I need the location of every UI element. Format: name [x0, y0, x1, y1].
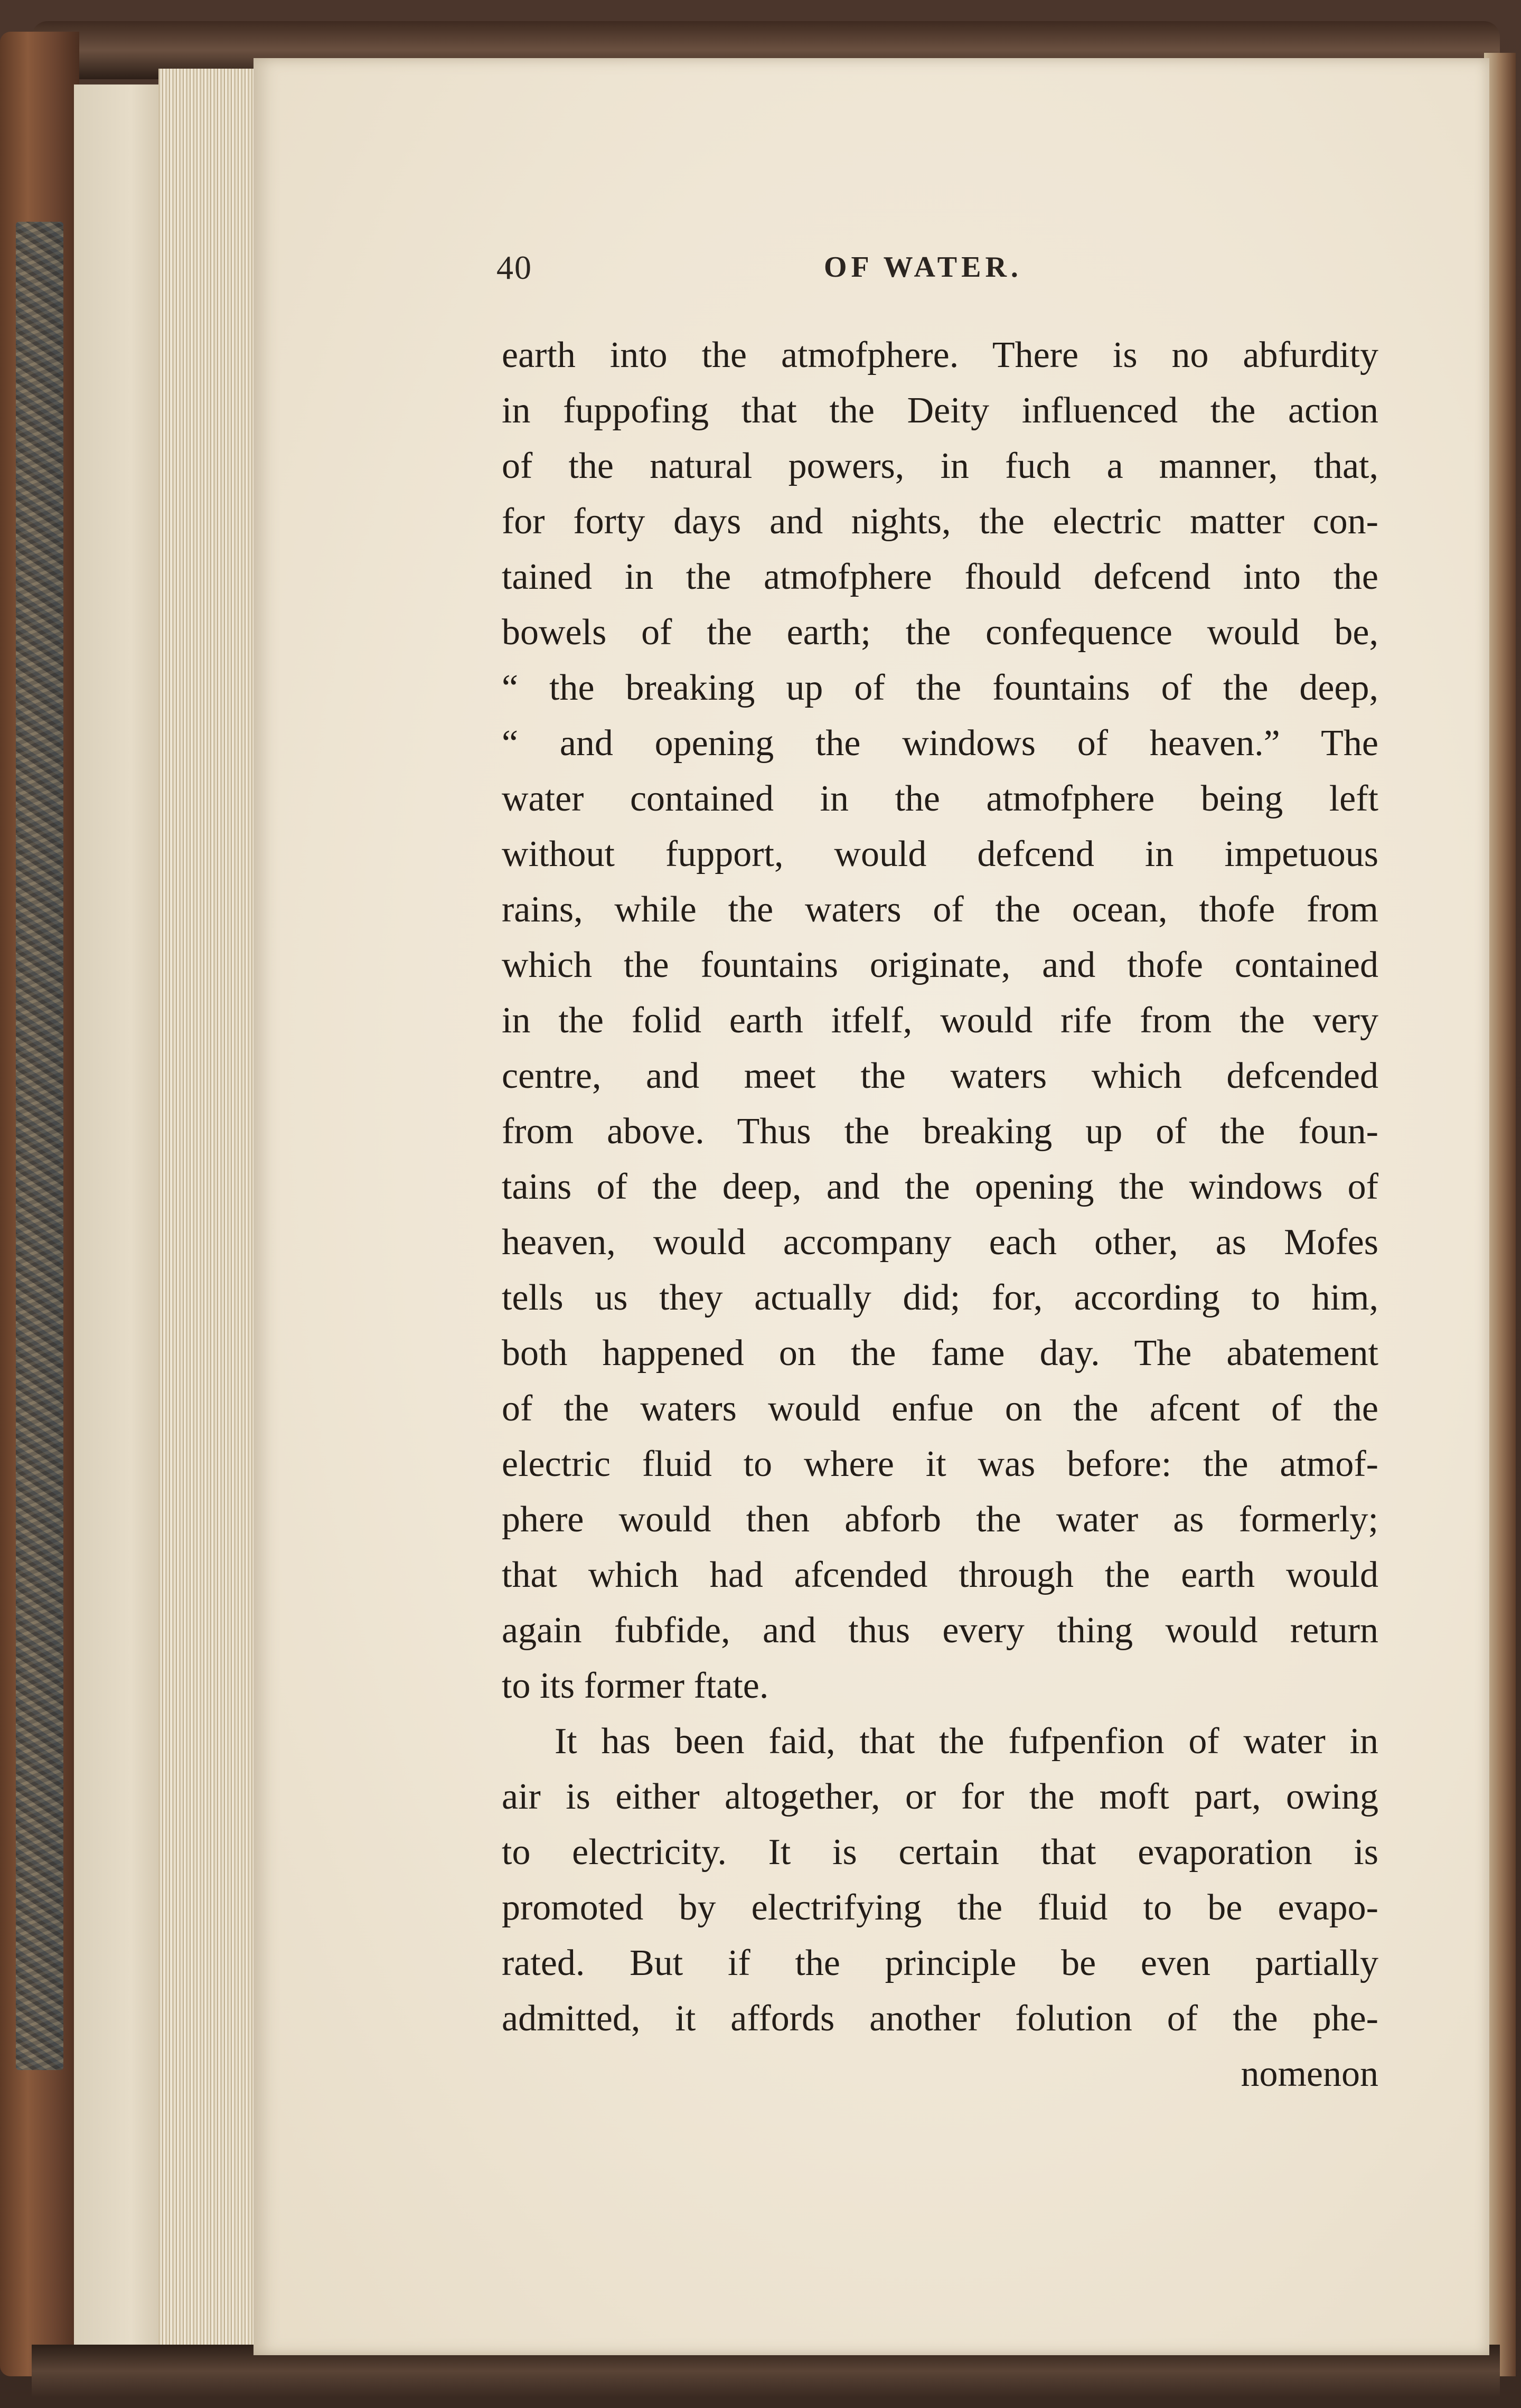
text-line: of the natural powers, in fuch a manner, that,: [502, 446, 1378, 486]
text-line: tained in the atmofphere fhould defcend into the: [502, 557, 1378, 597]
text-line: rated. But if the principle be even partially: [502, 1943, 1378, 1983]
catchword: nomenon: [1241, 2054, 1378, 2094]
text-line: in fuppofing that the Deity influenced the action: [502, 390, 1378, 431]
text-line: to electricity. It is certain that evaporation is: [502, 1832, 1378, 1873]
text-line: again fubfide, and thus every thing would return: [502, 1610, 1378, 1651]
text-line: which the fountains originate, and thofe contained: [502, 945, 1378, 985]
chapter-title: OF WATER.: [824, 251, 1022, 284]
text-line: in the folid earth itfelf, would rife from the very: [502, 1000, 1378, 1041]
text-line: heaven, would accompany each other, as Mofes: [502, 1222, 1378, 1263]
stacked-page-edges: [158, 69, 264, 2355]
text-line: earth into the atmofphere. There is no abfurdity: [502, 335, 1378, 375]
text-line: without fupport, would defcend in impetuous: [502, 834, 1378, 874]
body-text: [502, 327, 1378, 2102]
text-line: “ the breaking up of the fountains of the deep,: [502, 667, 1378, 708]
text-line: “ and opening the windows of heaven.” The: [502, 723, 1378, 764]
text-line: air is either altogether, or for the moft part, owing: [502, 1776, 1378, 1817]
marbled-endpaper: [16, 222, 63, 2070]
text-line: phere would then abforb the water as formerly;: [502, 1499, 1378, 1540]
text-line: promoted by electrifying the fluid to be evapo-: [502, 1887, 1378, 1928]
text-line: both happened on the fame day. The abatement: [502, 1333, 1378, 1374]
text-line: tains of the deep, and the opening the windows of: [502, 1167, 1378, 1207]
text-line: from above. Thus the breaking up of the foun-: [502, 1111, 1378, 1152]
text-line: electric fluid to where it was before: the atmof-: [502, 1444, 1378, 1484]
paragraph-start-line: It has been faid, that the fufpenfion of water in: [555, 1721, 1378, 1762]
running-head: [496, 248, 1521, 296]
text-line: water contained in the atmofphere being left: [502, 778, 1378, 819]
text-line: of the waters would enfue on the afcent of the: [502, 1388, 1378, 1429]
paragraph-end-line: to its former ftate.: [502, 1666, 769, 1706]
page-number: 40: [496, 249, 532, 286]
text-line: admitted, it affords another folution of the phe-: [502, 1998, 1378, 2039]
text-line: bowels of the earth; the confequence would be,: [502, 612, 1378, 653]
left-page-edge: [74, 84, 169, 2345]
text-line: that which had afcended through the earth would: [502, 1555, 1378, 1595]
text-line: tells us they actually did; for, according to him,: [502, 1277, 1378, 1318]
text-line: centre, and meet the waters which defcended: [502, 1056, 1378, 1096]
text-line: for forty days and nights, the electric matter con-: [502, 501, 1378, 542]
text-line: rains, while the waters of the ocean, thofe from: [502, 889, 1378, 930]
